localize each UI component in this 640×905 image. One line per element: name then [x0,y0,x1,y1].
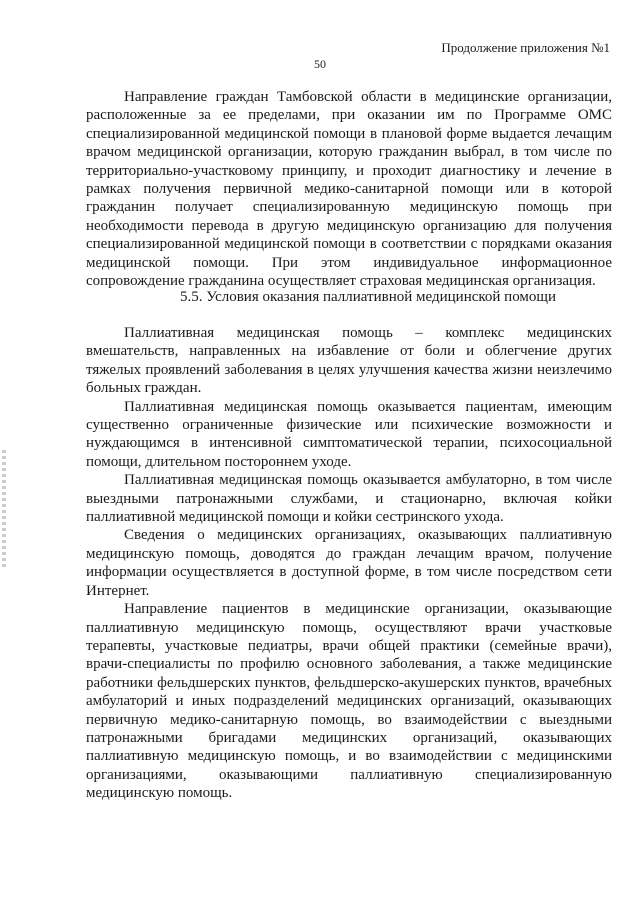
intro-text-block [86,88,612,290]
appendix-continuation-note: Продолжение приложения №1 [441,40,610,55]
margin-scan-mark [2,450,6,570]
intro-paragraph: Направление граждан Тамбовской области в медицинские организации, расположенные за ее пределами, при оказании им по Программе ОМС специализированной медицинской помощи в плановой форме выдается лечащим врачом медицинской организации, которую гражданин выбрал, в том числе по территориально-участковому принципу, и проходит диагностику и лечение в рамках получения первичной медико-санитарной помощи или в которой гражданин получает специализированную медицинскую помощь при необходимости перевода в другую медицинскую организацию для получения специализированной медицинской помощи в соответствии с порядками оказания медицинской помощи. При этом индивидуальное информационное сопровождение гражданина осуществляет страховая медицинская организация. [86,89,612,290]
section-paragraph-1: Паллиативная медицинская помощь – комплекс медицинских вмешательств, направленных на избавление от боли и облегчение других тяжелых проявлений заболевания в целях улучшения качества жизни неизлечимо больных граждан. [86,325,612,397]
section-paragraph-2: Паллиативная медицинская помощь оказывается пациентам, имеющим существенно ограниченные физические или психические возможности и нуждающимся в интенсивной симптоматической терапии, психосоциальной помощи, длительном постороннем уходе. [86,398,612,470]
section-text-block [86,324,612,803]
section-paragraph-5: Направление пациентов в медицинские организации, оказывающие паллиативную медицинскую помощь, осуществляют врачи участковые терапевты, участковые педиатры, врачи общей практики (семейные врачи), врачи-специалисты по профилю основного заболевания, а также медицинские работники фельдшерских пунктов, фельдшерско-акушерских пунктов, врачебных амбулаторий и иных подразделений медицинских организаций, оказывающих первичную медико-санитарную помощь, во взаимодействии с выездными патронажными бригадами медицинских организаций, оказывающих паллиативную медицинскую помощь, и во взаимодействии с медицинскими организациями, оказывающими паллиативную специализированную медицинскую помощь. [86,601,612,802]
section-title: 5.5. Условия оказания паллиативной медицинской помощи [180,289,556,305]
section-paragraph-3: Паллиативная медицинская помощь оказывается амбулаторно, в том числе выездными патронажными службами, и стационарно, включая койки паллиативной медицинской помощи и койки сестринского ухода. [86,472,612,526]
section-paragraph-4: Сведения о медицинских организациях, оказывающих паллиативную медицинскую помощь, доводятся до граждан лечащим врачом, получение информации осуществляется в доступной форме, в том числе посредством сети Интернет. [86,527,612,599]
page-number: 50 [314,57,326,71]
